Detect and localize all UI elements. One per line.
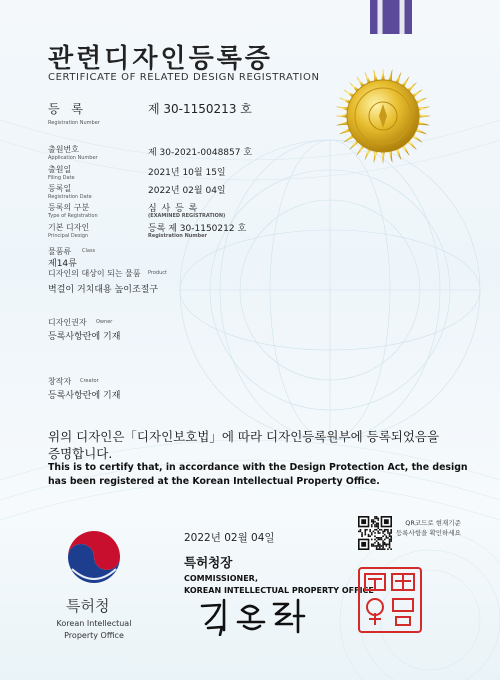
qr-note xyxy=(396,518,461,538)
qr-module xyxy=(382,531,384,533)
qr-module xyxy=(379,529,381,531)
statement-ko xyxy=(48,428,439,462)
qr-module xyxy=(387,537,389,539)
field-label: 등록일 xyxy=(48,184,72,193)
field-label: 출원일 xyxy=(48,165,72,174)
qr-module xyxy=(377,519,379,521)
qr-module xyxy=(361,519,366,524)
qr-module xyxy=(387,531,389,533)
registration-number: 제 30-1150213 호 xyxy=(148,102,252,116)
qr-module xyxy=(373,545,375,547)
qr-note-line: QR코드로 현재기준 xyxy=(405,519,461,527)
qr-module xyxy=(374,524,376,526)
qr-module xyxy=(389,545,391,547)
statement-ko-line: 증명합니다. xyxy=(48,446,113,461)
qr-module xyxy=(379,547,381,549)
qr-module xyxy=(374,529,376,531)
qr-module xyxy=(390,532,392,534)
principal-design-sub: Registration Number xyxy=(148,233,207,239)
qr-module xyxy=(371,521,373,523)
qr-module xyxy=(387,548,389,550)
statement-en-line: has been registered at the Korean Intellectual Property Office. xyxy=(48,476,380,487)
qr-module xyxy=(371,545,373,547)
official-stamp xyxy=(358,567,422,633)
qr-module xyxy=(373,521,375,523)
qr-module xyxy=(376,522,378,524)
qr-module xyxy=(382,535,384,537)
qr-module xyxy=(381,537,383,539)
qr-module xyxy=(377,548,379,550)
qr-module xyxy=(361,534,363,536)
qr-module xyxy=(386,537,388,539)
owner-label: 디자인권자 xyxy=(48,318,87,327)
qr-module xyxy=(371,519,373,521)
kipo-taegeuk-logo xyxy=(62,527,126,591)
qr-module xyxy=(386,544,388,546)
registration-label: 등 록 xyxy=(48,102,87,116)
qr-module xyxy=(374,521,376,523)
qr-module xyxy=(371,544,373,546)
qr-module xyxy=(384,544,386,546)
qr-module xyxy=(377,526,379,528)
field-label: 출원번호 xyxy=(48,145,79,154)
owner-value: 등록사항란에 기재 xyxy=(48,332,121,342)
qr-module xyxy=(379,539,381,541)
office-name-en: Korean Intellectual Property Office xyxy=(56,619,132,640)
qr-module xyxy=(389,542,391,544)
qr-module xyxy=(384,539,386,541)
qr-module xyxy=(384,529,386,531)
qr-note-line: 등록사항을 확인하세요 xyxy=(396,529,461,537)
qr-module xyxy=(364,531,366,533)
registration-type: 심 사 등 록 xyxy=(148,204,199,214)
qr-module xyxy=(374,516,376,518)
qr-module xyxy=(374,532,376,534)
qr-module xyxy=(377,532,379,534)
qr-module xyxy=(387,529,389,531)
seal-ribbon xyxy=(370,0,412,34)
qr-module xyxy=(387,532,389,534)
qr-module xyxy=(374,526,376,528)
field-label-en: Filing Date xyxy=(48,175,75,181)
qr-module xyxy=(371,532,373,534)
qr-module xyxy=(376,526,378,528)
qr-module xyxy=(377,542,379,544)
qr-module xyxy=(361,535,363,537)
article-value: 벽걸이 거치대용 높이조절구 xyxy=(48,285,159,295)
qr-module xyxy=(379,548,381,550)
commissioner-signature xyxy=(198,596,308,636)
qr-module xyxy=(360,531,362,533)
qr-module xyxy=(369,535,371,537)
qr-module xyxy=(384,542,386,544)
qr-module xyxy=(376,545,378,547)
qr-module xyxy=(358,531,360,533)
qr-module xyxy=(386,529,388,531)
qr-module xyxy=(386,535,388,537)
article-label-en: Product xyxy=(148,270,167,276)
field-label-en: Principal Design xyxy=(48,233,89,239)
qr-module xyxy=(389,539,391,541)
qr-module xyxy=(374,518,376,520)
registration-date: 2022년 02월 04일 xyxy=(148,186,226,196)
qr-module xyxy=(376,529,378,531)
commissioner-office-en: KOREAN INTELLECTUAL PROPERTY OFFICE xyxy=(184,586,374,595)
qr-module xyxy=(364,529,366,531)
qr-module xyxy=(377,531,379,533)
qr-module xyxy=(376,537,378,539)
filing-date: 2021년 10월 15일 xyxy=(148,168,226,178)
qr-module xyxy=(368,534,370,536)
qr-module xyxy=(384,548,386,550)
stamp-glyphs xyxy=(360,569,420,631)
certificate-title-en: CERTIFICATE OF RELATED DESIGN REGISTRATION xyxy=(48,72,320,83)
qr-module xyxy=(371,526,373,528)
qr-module xyxy=(373,522,375,524)
qr-module xyxy=(381,545,383,547)
qr-module xyxy=(376,540,378,542)
qr-module xyxy=(384,519,389,524)
creator-label-en: Creator xyxy=(80,378,99,384)
qr-module xyxy=(364,534,366,536)
qr-module xyxy=(361,542,366,547)
commissioner-title-en: COMMISSIONER, xyxy=(184,574,259,583)
qr-module xyxy=(360,529,362,531)
qr-module xyxy=(376,518,378,520)
qr-module xyxy=(369,529,371,531)
gold-seal xyxy=(333,66,433,166)
qr-module xyxy=(374,542,376,544)
application-number: 제 30-2021-0048857 호 xyxy=(148,148,253,158)
qr-code[interactable] xyxy=(358,516,392,550)
qr-module xyxy=(389,544,391,546)
qr-module xyxy=(389,547,391,549)
principal-design-number: 등록 제 30-1150212 호 xyxy=(148,224,247,234)
qr-module xyxy=(390,535,392,537)
qr-module xyxy=(382,544,384,546)
owner-label-en: Owner xyxy=(96,319,113,325)
qr-module xyxy=(376,524,378,526)
qr-module xyxy=(384,531,386,533)
qr-module xyxy=(389,535,391,537)
field-label-en: Registration Date xyxy=(48,194,92,200)
class-label: 물품류 xyxy=(48,247,72,256)
qr-module xyxy=(374,545,376,547)
qr-module xyxy=(390,539,392,541)
qr-module xyxy=(384,534,386,536)
class-value: 제14류 xyxy=(48,259,77,269)
qr-module xyxy=(361,532,363,534)
qr-module xyxy=(377,545,379,547)
field-label: 기본 디자인 xyxy=(48,223,90,232)
qr-module xyxy=(389,534,391,536)
qr-module xyxy=(390,548,392,550)
qr-module xyxy=(381,548,383,550)
qr-module xyxy=(377,539,379,541)
qr-module xyxy=(373,544,375,546)
qr-module xyxy=(364,532,366,534)
qr-module xyxy=(389,532,391,534)
qr-module xyxy=(382,532,384,534)
qr-module xyxy=(377,537,379,539)
qr-module xyxy=(390,540,392,542)
qr-module xyxy=(390,529,392,531)
qr-module xyxy=(390,531,392,533)
creator-label: 창작자 xyxy=(48,377,72,386)
registration-type-en: (EXAMINED REGISTRATION) xyxy=(148,213,226,219)
qr-module xyxy=(374,535,376,537)
qr-module xyxy=(368,535,370,537)
office-name-ko: 특허청 xyxy=(66,597,110,615)
article-label: 디자인의 대상이 되는 물품 xyxy=(48,269,141,278)
qr-module xyxy=(376,547,378,549)
registration-label-en: Registration Number xyxy=(48,120,100,126)
field-label: 등록의 구분 xyxy=(48,203,90,212)
qr-module xyxy=(382,540,384,542)
commissioner-title: 특허청장 xyxy=(184,555,233,570)
qr-module xyxy=(379,544,381,546)
qr-module xyxy=(376,516,378,518)
issue-date: 2022년 02월 04일 xyxy=(184,532,275,544)
qr-module xyxy=(369,531,371,533)
qr-module xyxy=(373,531,375,533)
statement-en-line: This is to certify that, in accordance with the Design Protection Act, the design xyxy=(48,462,468,473)
qr-module xyxy=(366,529,368,531)
qr-module xyxy=(371,524,373,526)
certificate-title: 관련디자인등록증 xyxy=(48,44,273,74)
qr-module xyxy=(371,539,373,541)
qr-module xyxy=(382,548,384,550)
qr-module xyxy=(377,544,379,546)
qr-module xyxy=(374,539,376,541)
qr-module xyxy=(390,537,392,539)
field-label-en: Application Number xyxy=(48,155,98,161)
qr-module xyxy=(376,548,378,550)
qr-module xyxy=(382,545,384,547)
qr-module xyxy=(379,532,381,534)
field-label-en: Type of Registration xyxy=(48,213,98,219)
qr-module xyxy=(377,522,379,524)
qr-module xyxy=(389,540,391,542)
qr-module xyxy=(379,545,381,547)
statement-en xyxy=(48,461,468,489)
qr-module xyxy=(387,544,389,546)
qr-module xyxy=(377,518,379,520)
qr-module xyxy=(382,542,384,544)
qr-module xyxy=(371,534,373,536)
statement-ko-line: 위의 디자인은「디자인보호법」에 따라 디자인등록원부에 등록되었음을 xyxy=(48,429,440,444)
class-label-en: Class xyxy=(82,248,96,254)
qr-module xyxy=(381,539,383,541)
qr-module xyxy=(377,524,379,526)
qr-module xyxy=(373,519,375,521)
creator-value: 등록사항란에 기재 xyxy=(48,391,121,401)
qr-module xyxy=(381,529,383,531)
qr-module xyxy=(382,547,384,549)
qr-module xyxy=(386,545,388,547)
qr-module xyxy=(377,527,379,529)
qr-module xyxy=(379,537,381,539)
